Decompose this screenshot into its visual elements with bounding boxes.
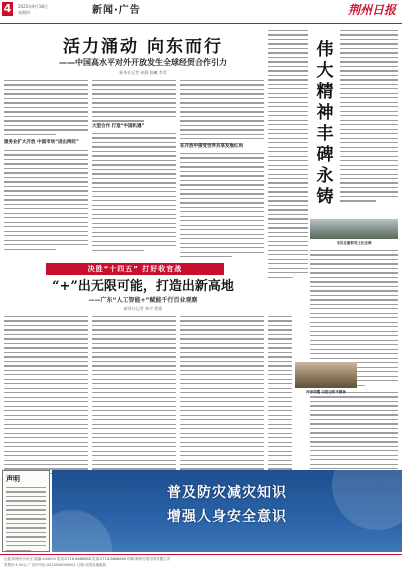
- lead-headline: 活力涌动 向东而行: [63, 37, 223, 57]
- lead-column-3: [180, 80, 264, 144]
- ad-line-2: 增强人身安全意识: [167, 509, 287, 525]
- section-title: 新闻·广告: [92, 5, 141, 16]
- newspaper-logo: 荆州日报: [347, 3, 396, 17]
- page-number: 4: [3, 2, 12, 15]
- second-headline: “+”出无限可能，打造出新高地: [52, 279, 234, 294]
- lead-column-subhead-2: 大型合作 打造“中国机遇”: [92, 124, 145, 129]
- page-date: 2025年9月18日: [18, 4, 48, 9]
- memorial-caption: 再享荣耀 以铭记和平精神: [306, 390, 346, 394]
- second-byline: 新华社记者 林宇 徐嘉: [123, 306, 163, 311]
- masthead: [0, 0, 402, 24]
- lead-column-3b: [180, 153, 264, 257]
- right-photo: [310, 219, 398, 239]
- second-column-2: [92, 316, 176, 474]
- section-banner: 决胜“十四五” 打好收官战: [46, 263, 224, 275]
- middle-column: [268, 30, 308, 278]
- lead-column-subhead-3: 在开放中接受世界共享发展红利: [180, 144, 243, 149]
- vertical-headline: 伟大精神丰碑永铸: [316, 40, 334, 207]
- notice-body: [6, 487, 46, 551]
- second-column-4: [268, 316, 292, 474]
- notice-title: 声明: [6, 474, 20, 483]
- lead-column-subhead-1: 服务业扩大开放 中国市场“进出两旺”: [4, 140, 79, 145]
- lead-byline: 新华社记者 何静 陈曦 李青: [119, 70, 167, 75]
- lead-column-2: [92, 80, 176, 122]
- second-column-1: [4, 316, 88, 474]
- right-photo-caption: 市民在瞻仰烈士纪念碑: [336, 241, 372, 245]
- footer-line-2: 零售价:1.50元 广告许可证:4210004000001 订阅:全国各地邮局: [4, 563, 107, 567]
- lead-column-2b: [92, 133, 176, 251]
- lead-subheadline: ——中国高水平对外开放发生全球经贸合作引力: [59, 58, 227, 67]
- lead-column-1: [4, 80, 88, 135]
- notice-box: [2, 470, 50, 552]
- ad-line-1: 普及防灾减灾知识: [167, 485, 287, 501]
- second-subheadline: ——广东“人工智能+”赋能千行百业观察: [88, 297, 198, 304]
- second-column-3: [180, 316, 264, 474]
- right-column-1: [340, 30, 398, 202]
- footer-line-1: 社址:荆州市沙市区 邮编:434000 电话:0716-8888888 传真:0716-8888888 印刷:荆州日报印务有限公司: [4, 557, 171, 561]
- lead-column-1b: [4, 150, 88, 250]
- memorial-photo: [295, 362, 357, 388]
- right-column-3: [310, 392, 398, 478]
- page-footer: [0, 554, 402, 571]
- page-weekday: 星期四: [18, 10, 30, 15]
- public-safety-advertisement: [52, 470, 402, 552]
